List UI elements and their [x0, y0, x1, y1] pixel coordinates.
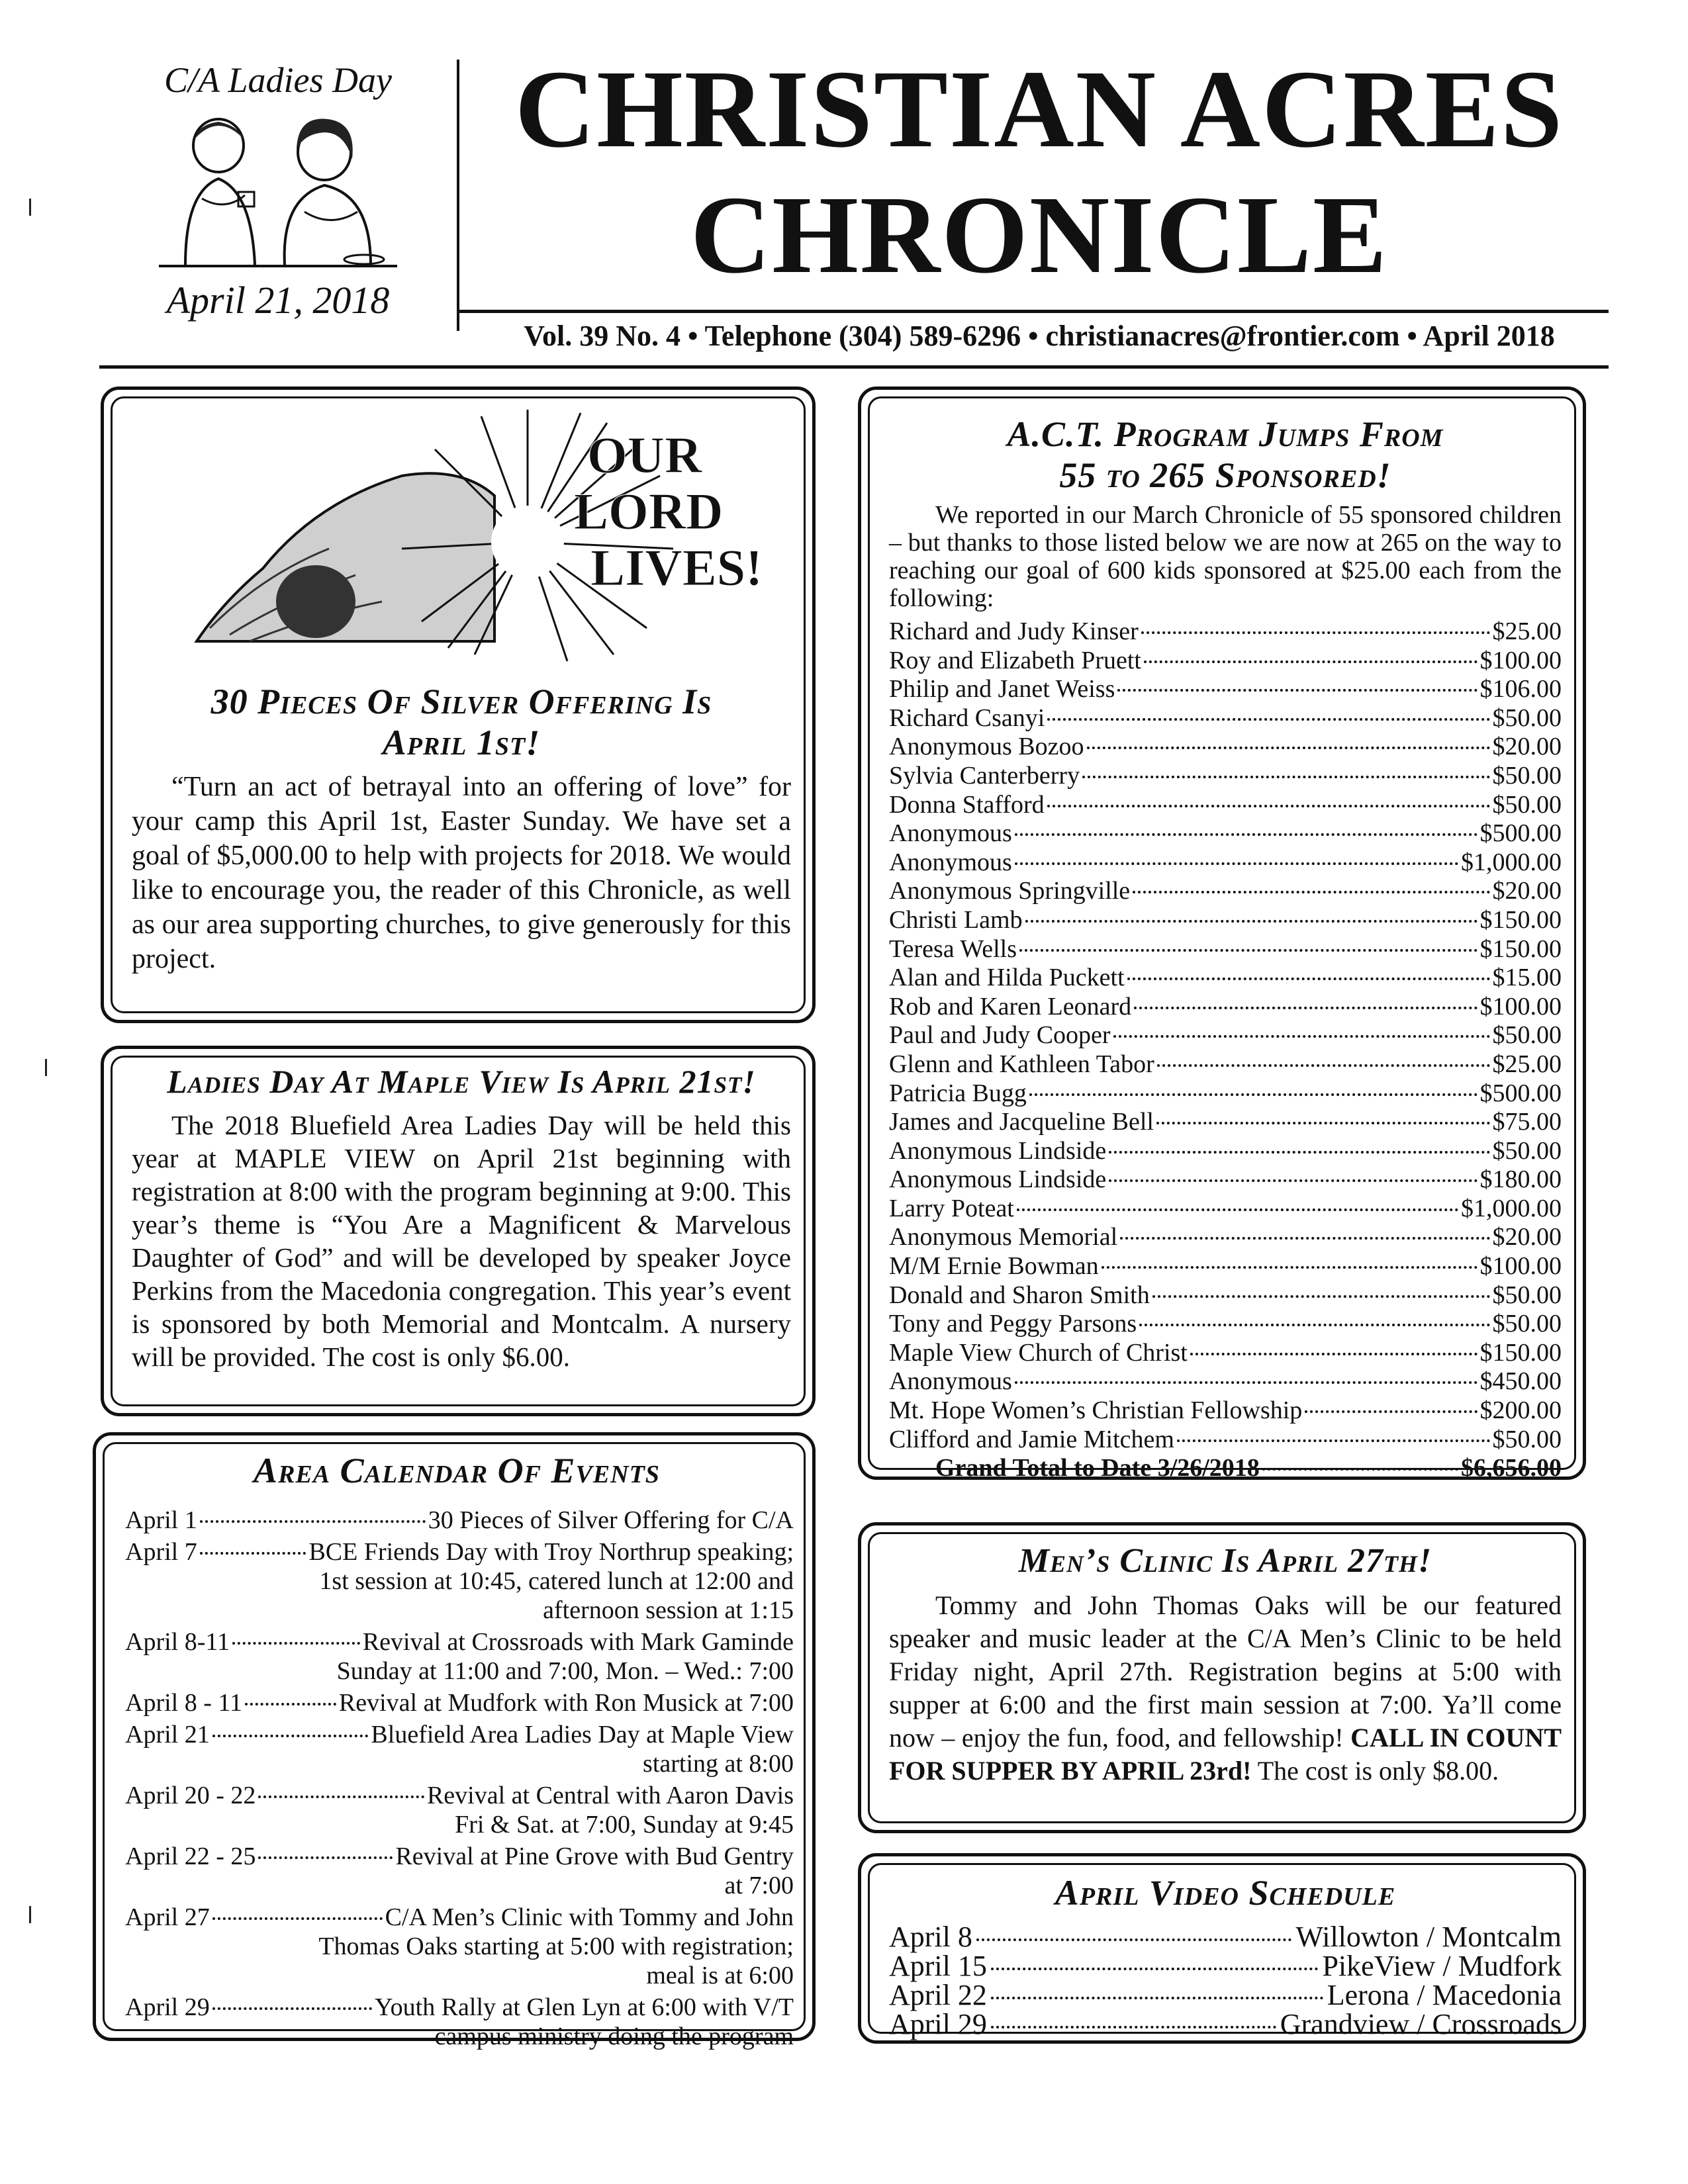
- donor-amount: $100.00: [1479, 646, 1562, 674]
- donor-row: [889, 1367, 1562, 1396]
- badge-date: April 21, 2018: [166, 279, 390, 322]
- donor-row: [889, 1281, 1562, 1310]
- event-description: Bluefield Area Ladies Day at Maple View: [371, 1721, 794, 1749]
- event-date: April 7: [125, 1538, 197, 1566]
- dot-leader: [258, 1856, 393, 1859]
- donor-row: [889, 877, 1562, 906]
- donor-row: [889, 1426, 1562, 1455]
- donor-amount: $15.00: [1492, 964, 1562, 992]
- ladies-day-paragraph: The 2018 Bluefield Area Ladies Day will be held this year at MAPLE VIEW on April 21st beginning with registration at 8:00 with the program beginning at 9:00. This year’s theme is “You Are a Magnificent & Marvelous Daughter of God” and will be developed by speaker Joyce Perkins from the Macedonia congregation. This year’s event is sponsored by both Memorial and Montcalm. A nursery will be provided. The cost is only $6.00.: [132, 1110, 791, 1372]
- grand-total-label: Grand Total to Date 3/26/2018: [935, 1454, 1260, 1482]
- offering-headline: [130, 681, 792, 763]
- dot-leader: [200, 1552, 306, 1555]
- video-schedule-headline: April Video Schedule: [1055, 1873, 1396, 1913]
- act-headline: [881, 414, 1570, 496]
- calendar-event-row: [125, 1627, 794, 1657]
- donor-row: [889, 906, 1562, 935]
- event-description: Youth Rally at Glen Lyn at 6:00 with V/T: [375, 1993, 794, 2021]
- event-detail-line: Fri & Sat. at 7:00, Sunday at 9:45: [455, 1811, 794, 1839]
- donor-amount: $180.00: [1479, 1165, 1562, 1194]
- dot-leader: [1262, 1468, 1458, 1471]
- donor-name: Clifford and Jamie Mitchem: [889, 1425, 1174, 1453]
- video-schedule-row: [889, 1952, 1562, 1981]
- ladies-day-headline: Ladies Day At Maple View Is April 21st!: [167, 1063, 756, 1100]
- event-description: Revival at Crossroads with Mark Gaminde: [362, 1628, 794, 1656]
- act-headline-line-1: A.C.T. Program Jumps From: [1007, 414, 1444, 454]
- dot-leader: [212, 2007, 372, 2010]
- donor-name: Anonymous Lindside: [889, 1165, 1107, 1194]
- video-schedule-row: [889, 1923, 1562, 1952]
- mens-clinic-call-to-action: CALL IN COUNT FOR SUPPER BY APRIL 23rd!: [889, 1723, 1562, 1786]
- donor-name: Richard and Judy Kinser: [889, 617, 1139, 645]
- donor-name: Alan and Hilda Puckett: [889, 964, 1125, 992]
- mens-clinic-text-1: Tommy and John Thomas Oaks will be our featured speaker and music leader at the C/A Men’s Clinic to be held Friday night, April 27th. Registration begins at 5:00 with supper at 6:00 and the first main session at 7:00. Ya’ll come now – enjoy the fun, food, and fellowship!: [889, 1590, 1562, 1752]
- video-date: April 22: [889, 1979, 987, 2011]
- dot-leader: [212, 1917, 383, 1920]
- donor-row: [889, 1079, 1562, 1109]
- donor-row: [889, 993, 1562, 1022]
- act-headline-line-2: 55 to 265 Sponsored!: [1059, 455, 1391, 495]
- donor-name: Sylvia Canterberry: [889, 761, 1080, 790]
- art-text-lives: LIVES!: [590, 539, 763, 596]
- donor-amount: $50.00: [1492, 1021, 1562, 1050]
- grand-total-amount: $6,656.00: [1461, 1454, 1562, 1482]
- donor-name: Roy and Elizabeth Pruett: [889, 646, 1141, 674]
- art-text-our: OUR: [587, 426, 702, 484]
- donor-name: Richard Csanyi: [889, 704, 1045, 732]
- donor-row: [889, 1108, 1562, 1137]
- act-program-box: [858, 387, 1586, 1480]
- donor-name: Anonymous Memorial: [889, 1223, 1118, 1251]
- art-text-lord: LORD: [574, 482, 724, 540]
- donor-row: [889, 647, 1562, 676]
- donor-amount: $500.00: [1479, 819, 1562, 848]
- event-description: Revival at Central with Aaron Davis: [426, 1782, 794, 1809]
- donor-row: [889, 1050, 1562, 1079]
- calendar-event-row: [125, 1720, 794, 1749]
- calendar-event-row: [125, 1842, 794, 1871]
- donor-amount: $150.00: [1479, 905, 1562, 934]
- donor-row: [889, 704, 1562, 733]
- event-detail-line: campus ministry doing the program: [434, 2023, 794, 2050]
- dot-leader: [1134, 1007, 1477, 1009]
- dot-leader: [1139, 1324, 1489, 1326]
- event-detail-line: Thomas Oaks starting at 5:00 with registration;: [318, 1933, 794, 1960]
- badge-title: C/A Ladies Day: [164, 60, 392, 100]
- video-venue: Willowton / Montcalm: [1295, 1921, 1562, 1953]
- dot-leader: [1190, 1353, 1477, 1355]
- scan-mark: [29, 199, 31, 216]
- dot-leader: [1117, 689, 1477, 692]
- calendar-event-row: [125, 1993, 794, 2022]
- event-description: Revival at Mudfork with Ron Musick at 7:00: [338, 1689, 794, 1717]
- donor-name: Teresa Wells: [889, 934, 1017, 963]
- donor-amount: $50.00: [1492, 1281, 1562, 1309]
- ladies-day-badge: [119, 60, 437, 324]
- dot-leader: [991, 1968, 1319, 1970]
- event-date: April 21: [125, 1721, 210, 1749]
- donor-row: [889, 819, 1562, 848]
- mens-clinic-box: [858, 1522, 1586, 1833]
- calendar-event: [125, 1627, 794, 1686]
- donor-amount: $50.00: [1492, 1310, 1562, 1338]
- calendar-headline: Area Calendar Of Events: [254, 1451, 660, 1490]
- donor-row: [889, 1165, 1562, 1195]
- dot-leader: [212, 1735, 369, 1737]
- donor-amount: $20.00: [1492, 877, 1562, 905]
- donor-amount: $1,000.00: [1461, 848, 1562, 876]
- calendar-event: [125, 1688, 794, 1717]
- event-date: April 27: [125, 1903, 210, 1931]
- donor-amount: $100.00: [1479, 1252, 1562, 1281]
- video-venue: Grandview / Crossroads: [1280, 2008, 1562, 2040]
- donor-name: Rob and Karen Leonard: [889, 992, 1132, 1021]
- donor-amount: $25.00: [1492, 617, 1562, 645]
- dot-leader: [991, 2026, 1276, 2028]
- donor-amount: $50.00: [1492, 1136, 1562, 1165]
- dot-leader: [1109, 1179, 1477, 1182]
- newspaper-title: [477, 46, 1602, 298]
- event-detail-line: Sunday at 11:00 and 7:00, Mon. – Wed.: 7:00: [336, 1657, 794, 1685]
- calendar-event-row: [125, 1903, 794, 1932]
- dot-leader: [1152, 1295, 1490, 1298]
- donor-row: [889, 733, 1562, 762]
- event-description: Revival at Pine Grove with Bud Gentry: [395, 1843, 794, 1870]
- event-detail-line: meal is at 6:00: [646, 1962, 794, 1989]
- grand-total-row: [889, 1454, 1562, 1483]
- calendar-event: [125, 1506, 794, 1535]
- donor-name: Donna Stafford: [889, 790, 1045, 819]
- donor-row: [889, 964, 1562, 993]
- donor-amount: $200.00: [1479, 1396, 1562, 1425]
- dot-leader: [1127, 978, 1490, 980]
- event-description: BCE Friends Day with Troy Northrup speaking;: [308, 1538, 794, 1566]
- donor-amount: $50.00: [1492, 1425, 1562, 1453]
- dot-leader: [1029, 1093, 1477, 1096]
- donor-name: M/M Ernie Bowman: [889, 1252, 1099, 1281]
- empty-tomb-illustration: [183, 403, 763, 668]
- mens-clinic-headline: Men’s Clinic Is April 27th!: [1018, 1542, 1432, 1580]
- donor-row: [889, 1195, 1562, 1224]
- donor-name: Anonymous: [889, 848, 1012, 876]
- donor-amount: $1,000.00: [1461, 1194, 1562, 1222]
- dot-leader: [1305, 1410, 1477, 1413]
- donor-row: [889, 1339, 1562, 1368]
- title-line-2: CHRONICLE: [690, 173, 1389, 296]
- dot-leader: [1025, 920, 1477, 923]
- calendar-box: [93, 1432, 816, 2050]
- ladies-day-article-box: [101, 1046, 816, 1416]
- donor-name: Tony and Peggy Parsons: [889, 1310, 1137, 1338]
- dot-leader: [1109, 1151, 1489, 1154]
- dot-leader: [1133, 891, 1489, 893]
- donor-name: Philip and Janet Weiss: [889, 675, 1115, 704]
- dot-leader: [1144, 660, 1477, 663]
- calendar-event: [125, 1781, 794, 1839]
- donor-name: Anonymous: [889, 1367, 1012, 1396]
- calendar-event: [125, 1993, 794, 2051]
- dot-leader: [1019, 949, 1477, 952]
- offering-headline-line-2: April 1st!: [382, 723, 541, 762]
- offering-paragraph: “Turn an act of betrayal into an offering of love” for your camp this April 1st, Easter Sunday. We have set a goal of $5,000.00 to help with projects for 2018. We would like to encourage you, the reader of this Chronicle, as well as our area supporting churches, to give generously for this project.: [132, 772, 791, 974]
- event-date: April 8 - 11: [125, 1689, 242, 1717]
- calendar-event: [125, 1903, 794, 1990]
- donor-name: Anonymous Springville: [889, 877, 1131, 905]
- calendar-event-row: [125, 1688, 794, 1717]
- masthead-rule-bottom: [99, 365, 1609, 369]
- offering-article-box: [101, 387, 816, 1023]
- donor-row: [889, 1021, 1562, 1050]
- offering-body: [132, 770, 791, 976]
- donor-amount: $50.00: [1492, 761, 1562, 790]
- calendar-event-row: [125, 1506, 794, 1535]
- act-intro: [889, 501, 1562, 612]
- masthead-divider-vertical: [457, 60, 459, 331]
- dot-leader: [258, 1796, 424, 1798]
- offering-headline-line-1: 30 Pieces Of Silver Offering Is: [211, 682, 712, 721]
- dot-leader: [1156, 1122, 1490, 1124]
- event-date: April 29: [125, 1993, 210, 2021]
- donor-row: [889, 1252, 1562, 1281]
- dot-leader: [1047, 718, 1489, 721]
- donor-amount: $450.00: [1479, 1367, 1562, 1396]
- calendar-event-row: [125, 1781, 794, 1810]
- calendar-event: [125, 1842, 794, 1900]
- donor-row: [889, 675, 1562, 704]
- dot-leader: [976, 1938, 1292, 1941]
- donor-amount: $150.00: [1479, 1338, 1562, 1367]
- donor-row: [889, 791, 1562, 820]
- donor-amount: $50.00: [1492, 790, 1562, 819]
- mens-clinic-body: [889, 1589, 1562, 1788]
- mens-clinic-text-2: The cost is only $8.00.: [1257, 1756, 1499, 1786]
- donor-row: [889, 1310, 1562, 1339]
- title-line-1: CHRISTIAN ACRES: [514, 48, 1564, 171]
- donor-name: James and Jacqueline Bell: [889, 1108, 1154, 1136]
- dot-leader: [232, 1642, 360, 1645]
- donor-amount: $150.00: [1479, 934, 1562, 963]
- event-date: April 1: [125, 1506, 197, 1534]
- donor-name: Glenn and Kathleen Tabor: [889, 1050, 1154, 1078]
- video-schedule-list: [889, 1923, 1562, 2039]
- video-venue: Lerona / Macedonia: [1327, 1979, 1562, 2011]
- event-detail-line: 1st session at 10:45, catered lunch at 12:00 and: [319, 1567, 794, 1595]
- event-detail-line: afternoon session at 1:15: [543, 1596, 794, 1624]
- calendar-event: [125, 1537, 794, 1625]
- donor-name: Maple View Church of Christ: [889, 1338, 1188, 1367]
- video-date: April 29: [889, 2008, 987, 2040]
- dot-leader: [245, 1703, 336, 1706]
- event-description: C/A Men’s Clinic with Tommy and John: [385, 1903, 794, 1931]
- dot-leader: [1157, 1064, 1490, 1067]
- donor-name: Anonymous Lindside: [889, 1136, 1107, 1165]
- event-detail-line: starting at 8:00: [643, 1750, 794, 1778]
- donor-name: Larry Poteat: [889, 1194, 1014, 1222]
- donor-list: [889, 617, 1562, 1483]
- donor-row: [889, 762, 1562, 791]
- dot-leader: [1047, 805, 1490, 807]
- dot-leader: [991, 1997, 1323, 1999]
- donor-row: [889, 1137, 1562, 1166]
- dot-leader: [1141, 631, 1490, 634]
- video-schedule-row: [889, 1981, 1562, 2010]
- dot-leader: [1017, 1208, 1458, 1211]
- donor-name: Anonymous Bozoo: [889, 733, 1084, 761]
- video-schedule-row: [889, 2010, 1562, 2039]
- donor-amount: $20.00: [1492, 1223, 1562, 1251]
- calendar-event: [125, 1720, 794, 1778]
- event-date: April 20 - 22: [125, 1782, 256, 1809]
- act-intro-paragraph: We reported in our March Chronicle of 55 sponsored children – but thanks to those listed below we are now at 265 on the way to reaching our goal of 600 kids sponsored at $25.00 each from the following:: [889, 501, 1562, 612]
- event-date: April 8-11: [125, 1628, 230, 1656]
- dot-leader: [1177, 1439, 1490, 1442]
- scan-mark: [45, 1059, 47, 1076]
- dot-leader: [1082, 776, 1489, 778]
- donor-row: [889, 1396, 1562, 1426]
- dot-leader: [1120, 1237, 1489, 1240]
- dot-leader: [200, 1520, 426, 1523]
- event-date: April 22 - 25: [125, 1843, 256, 1870]
- donor-amount: $75.00: [1492, 1108, 1562, 1136]
- event-detail-line: at 7:00: [724, 1872, 794, 1899]
- donor-row: [889, 617, 1562, 647]
- calendar-event-list: [125, 1506, 794, 2054]
- donor-amount: $100.00: [1479, 992, 1562, 1021]
- donor-amount: $50.00: [1492, 704, 1562, 732]
- dot-leader: [1015, 833, 1477, 836]
- donor-row: [889, 1223, 1562, 1252]
- donor-amount: $500.00: [1479, 1079, 1562, 1107]
- scan-mark: [29, 1906, 31, 1923]
- dot-leader: [1015, 862, 1458, 865]
- issue-info-line: Vol. 39 No. 4 • Telephone (304) 589-6296 • christianacres@frontier.com • April 2018: [524, 320, 1555, 352]
- donor-name: Christi Lamb: [889, 905, 1023, 934]
- video-date: April 15: [889, 1950, 987, 1982]
- donor-name: Anonymous: [889, 819, 1012, 848]
- donor-name: Patricia Bugg: [889, 1079, 1027, 1107]
- event-description: 30 Pieces of Silver Offering for C/A: [428, 1506, 794, 1534]
- dot-leader: [1087, 747, 1490, 749]
- donor-amount: $106.00: [1479, 675, 1562, 704]
- donor-amount: $20.00: [1492, 733, 1562, 761]
- donor-name: Mt. Hope Women’s Christian Fellowship: [889, 1396, 1303, 1425]
- dot-leader: [1113, 1035, 1490, 1038]
- donor-row: [889, 848, 1562, 878]
- video-date: April 8: [889, 1921, 972, 1953]
- dot-leader: [1102, 1266, 1477, 1269]
- donor-amount: $25.00: [1492, 1050, 1562, 1078]
- video-venue: PikeView / Mudfork: [1322, 1950, 1562, 1982]
- donor-name: Paul and Judy Cooper: [889, 1021, 1111, 1050]
- ladies-day-body: [132, 1109, 791, 1373]
- mens-clinic-paragraph: [889, 1589, 1562, 1788]
- video-schedule-box: [858, 1853, 1586, 2044]
- masthead-rule-top: [457, 310, 1609, 313]
- donor-name: Donald and Sharon Smith: [889, 1281, 1150, 1309]
- dot-leader: [1015, 1381, 1477, 1384]
- donor-row: [889, 935, 1562, 964]
- ladies-illustration: [146, 113, 410, 271]
- calendar-event-row: [125, 1537, 794, 1567]
